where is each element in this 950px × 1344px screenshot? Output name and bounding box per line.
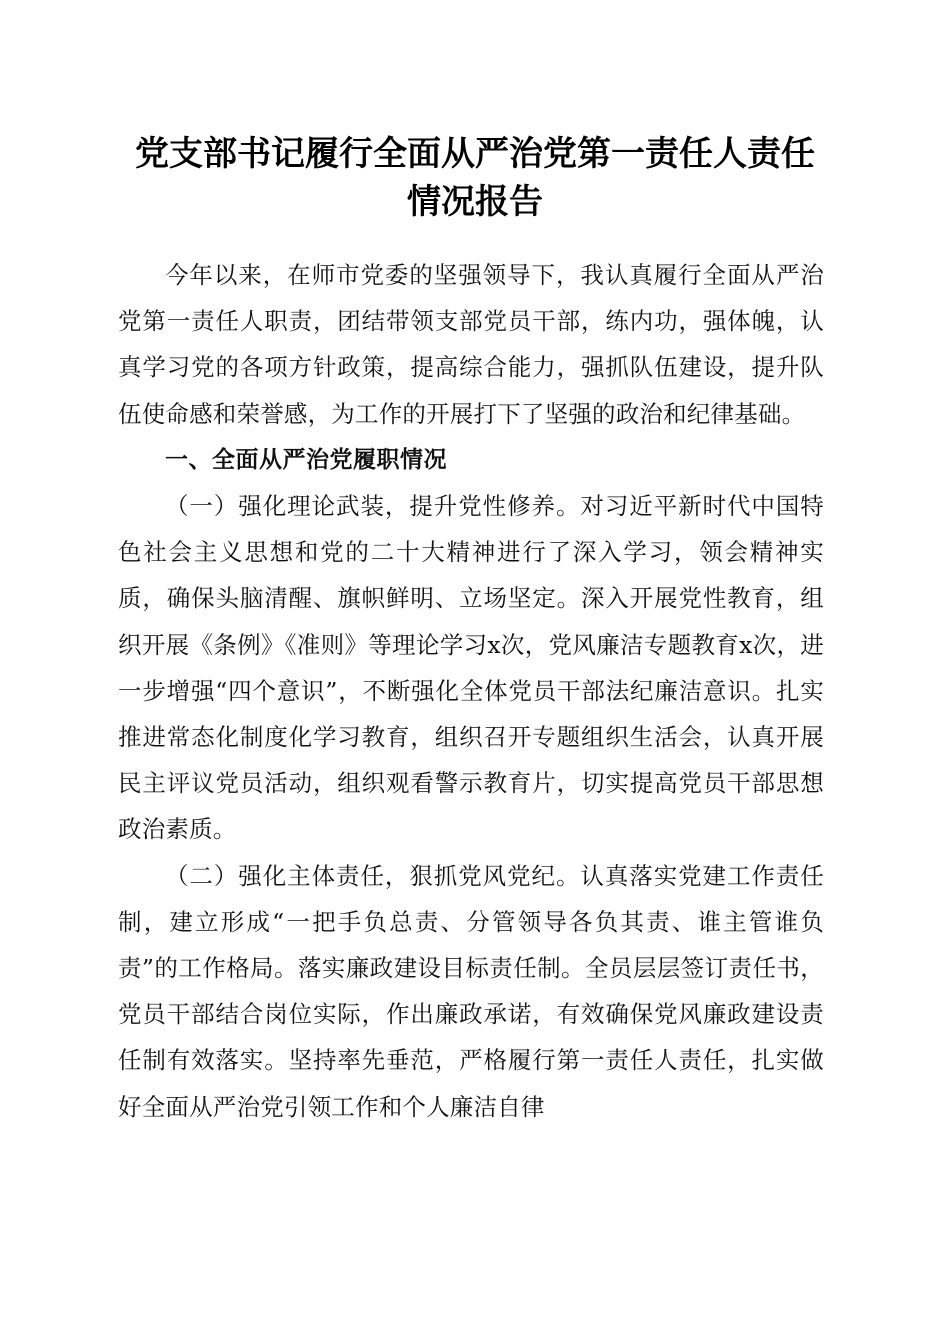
subsection-paragraph-2 bbox=[118, 853, 824, 1130]
subsection-text-1: 对习近平新时代中国特色社会主义思想和党的二十大精神进行了深入学习，领会精神实质，确保头脑清醒、旗帜鲜明、立场坚定。深入开展党性教育，组织开展《条例》《准则》等理论学习x次，党风廉洁专题教育x次，进一步增强“四个意识”，不断强化全体党员干部法纪廉洁意识。扎实推进常态化制度化学习教育，组织召开专题组织生活会，认真开展民主评议党员活动，组织观看警示教育片，切实提高党员干部思想政治素质。 bbox=[118, 492, 824, 844]
section-heading-1: 一、全面从严治党履职情况 bbox=[165, 446, 447, 473]
document-body bbox=[118, 252, 824, 1130]
title-line-1: 党支部书记履行全面从严治党第一责任人责任 bbox=[135, 134, 815, 174]
subsection-lead-2: （二）强化主体责任，狠抓党风党纪。 bbox=[165, 861, 581, 890]
subsection-lead-1: （一）强化理论武装，提升党性修养。 bbox=[165, 492, 581, 521]
subsection-text-2: 认真落实党建工作责任制，建立形成“一把手负总责、分管领导各负其责、谁主管谁负责”的工作格局。落实廉政建设目标责任制。全员层层签订责任书，党员干部结合岗位实际，作出廉政承诺，有效确保党风廉政建设责任制有效落实。坚持率先垂范，严格履行第一责任人责任，扎实做好全面从严治党引领工作和个人廉洁自律 bbox=[118, 861, 824, 1121]
subsection-paragraph-1 bbox=[118, 483, 824, 853]
intro-paragraph: 今年以来，在师市党委的坚强领导下，我认真履行全面从严治党第一责任人职责，团结带领支部党员干部，练内功，强体魄，认真学习党的各项方针政策，提高综合能力，强抓队伍建设，提升队伍使命感和荣誉感，为工作的开展打下了坚强的政治和纪律基础。 bbox=[118, 261, 824, 428]
document-title bbox=[100, 130, 850, 226]
title-line-2: 情况报告 bbox=[407, 182, 543, 222]
